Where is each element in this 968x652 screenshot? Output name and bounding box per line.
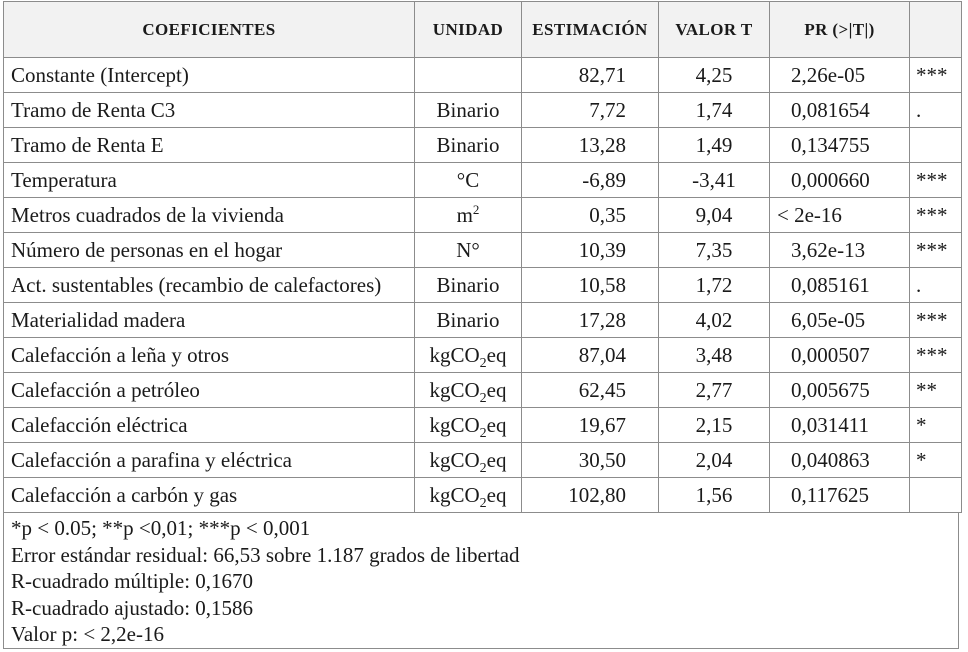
table-row [4, 58, 962, 93]
t-value: 2,15 [659, 408, 770, 443]
p-value-cell: < 2e-16 [770, 198, 910, 233]
significance-stars: * [910, 408, 962, 443]
unit-cell [415, 58, 522, 93]
table-row [4, 338, 962, 373]
significance-legend: *p < 0.05; **p <0,01; ***p < 0,001 [11, 516, 311, 540]
coefficient-name: Tramo de Renta E [4, 128, 415, 163]
unit-cell [415, 128, 522, 163]
adjusted-r-squared: R-cuadrado ajustado: 0,1586 [11, 595, 254, 620]
unit-tail: eq [486, 342, 507, 367]
unit-cell [415, 198, 522, 233]
unit-text: kgCO [429, 447, 480, 472]
unit-text: Binario [436, 272, 500, 297]
coefficient-name: Act. sustentables (recambio de calefactores) [4, 268, 415, 303]
p-value: Valor p: < 2,2e-16 [11, 622, 164, 646]
unit-tail: eq [486, 447, 507, 472]
t-value: 1,72 [659, 268, 770, 303]
significance-stars: *** [910, 58, 962, 93]
table-row [4, 233, 962, 268]
unit-cell [415, 93, 522, 128]
header-unidad: UNIDAD [415, 2, 522, 58]
unit-subscript: 2 [479, 390, 487, 406]
coefficient-name: Calefacción a leña y otros [4, 338, 415, 373]
regression-table-container [3, 1, 961, 649]
estimate-value: 7,72 [522, 93, 659, 128]
header-row [4, 2, 962, 58]
t-value: 7,35 [659, 233, 770, 268]
t-value: 3,48 [659, 338, 770, 373]
unit-text: °C [456, 167, 480, 192]
regression-table [3, 1, 962, 513]
t-value: 1,49 [659, 128, 770, 163]
p-value-cell: 6,05e-05 [770, 303, 910, 338]
header-pr: PR (>|T|) [770, 2, 910, 58]
t-value: 4,02 [659, 303, 770, 338]
unit-cell [415, 338, 522, 373]
coefficient-name: Temperatura [4, 163, 415, 198]
significance-stars: *** [910, 198, 962, 233]
table-row [4, 373, 962, 408]
significance-stars: . [910, 268, 962, 303]
coefficient-name: Calefacción a carbón y gas [4, 478, 415, 513]
unit-text: m [456, 202, 473, 227]
unit-text: kgCO [429, 342, 480, 367]
unit-text: kgCO [429, 377, 480, 402]
p-value-cell: 2,26e-05 [770, 58, 910, 93]
significance-stars [910, 478, 962, 513]
p-value-cell: 0,000660 [770, 163, 910, 198]
unit-cell [415, 408, 522, 443]
p-value-cell: 0,005675 [770, 373, 910, 408]
significance-stars [910, 128, 962, 163]
coefficient-name: Calefacción a parafina y eléctrica [4, 443, 415, 478]
coefficient-name: Constante (Intercept) [4, 58, 415, 93]
estimate-value: 17,28 [522, 303, 659, 338]
coefficient-name: Materialidad madera [4, 303, 415, 338]
estimate-value: 87,04 [522, 338, 659, 373]
estimate-value: 10,58 [522, 268, 659, 303]
table-row [4, 198, 962, 233]
unit-tail: eq [486, 377, 507, 402]
unit-cell [415, 478, 522, 513]
unit-text: Binario [436, 132, 500, 157]
table-row [4, 303, 962, 338]
significance-stars: . [910, 93, 962, 128]
coefficient-name: Calefacción a petróleo [4, 373, 415, 408]
table-footer [3, 513, 959, 649]
unit-cell [415, 163, 522, 198]
unit-cell [415, 303, 522, 338]
p-value-cell: 3,62e-13 [770, 233, 910, 268]
unit-text: N° [456, 237, 480, 262]
coefficient-name: Número de personas en el hogar [4, 233, 415, 268]
p-value-cell: 0,117625 [770, 478, 910, 513]
p-value-cell: 0,085161 [770, 268, 910, 303]
table-row [4, 443, 962, 478]
unit-cell [415, 443, 522, 478]
p-value-cell: 0,031411 [770, 408, 910, 443]
unit-cell [415, 373, 522, 408]
t-value: 9,04 [659, 198, 770, 233]
header-coeficientes: COEFICIENTES [4, 2, 415, 58]
unit-tail: eq [486, 412, 507, 437]
significance-stars: *** [910, 303, 962, 338]
unit-text: Binario [436, 307, 500, 332]
p-value-cell: 0,134755 [770, 128, 910, 163]
unit-tail: eq [486, 482, 507, 507]
multiple-r-squared: R-cuadrado múltiple: 0,1670 [11, 569, 254, 593]
unit-subscript: 2 [479, 495, 487, 511]
coefficient-name: Metros cuadrados de la vivienda [4, 198, 415, 233]
table-row [4, 408, 962, 443]
table-row [4, 163, 962, 198]
estimate-value: 102,80 [522, 478, 659, 513]
p-value-cell: 0,081654 [770, 93, 910, 128]
table-row [4, 128, 962, 163]
unit-text: kgCO [429, 412, 480, 437]
table-body [4, 58, 962, 513]
estimate-value: 62,45 [522, 373, 659, 408]
significance-stars: *** [910, 338, 962, 373]
unit-text: Binario [436, 97, 500, 122]
unit-subscript: 2 [479, 425, 487, 441]
t-value: -3,41 [659, 163, 770, 198]
estimate-value: 19,67 [522, 408, 659, 443]
significance-stars: * [910, 443, 962, 478]
unit-text: kgCO [429, 482, 480, 507]
estimate-value: -6,89 [522, 163, 659, 198]
t-value: 1,74 [659, 93, 770, 128]
table-row [4, 268, 962, 303]
t-value: 1,56 [659, 478, 770, 513]
table-row [4, 93, 962, 128]
t-value: 2,77 [659, 373, 770, 408]
coefficient-name: Tramo de Renta C3 [4, 93, 415, 128]
estimate-value: 0,35 [522, 198, 659, 233]
table-row [4, 478, 962, 513]
unit-superscript: 2 [472, 201, 480, 217]
p-value-cell: 0,000507 [770, 338, 910, 373]
unit-subscript: 2 [479, 460, 487, 476]
estimate-value: 10,39 [522, 233, 659, 268]
t-value: 4,25 [659, 58, 770, 93]
significance-stars: *** [910, 163, 962, 198]
estimate-value: 30,50 [522, 443, 659, 478]
header-significance [910, 2, 962, 58]
residual-standard-error: Error estándar residual: 66,53 sobre 1.187 grados de libertad [11, 542, 520, 567]
unit-cell [415, 268, 522, 303]
unit-subscript: 2 [479, 355, 487, 371]
t-value: 2,04 [659, 443, 770, 478]
significance-stars: ** [910, 373, 962, 408]
significance-stars: *** [910, 233, 962, 268]
header-valor-t: VALOR T [659, 2, 770, 58]
estimate-value: 13,28 [522, 128, 659, 163]
unit-cell [415, 233, 522, 268]
p-value-cell: 0,040863 [770, 443, 910, 478]
estimate-value: 82,71 [522, 58, 659, 93]
coefficient-name: Calefacción eléctrica [4, 408, 415, 443]
header-estimacion: ESTIMACIÓN [522, 2, 659, 58]
